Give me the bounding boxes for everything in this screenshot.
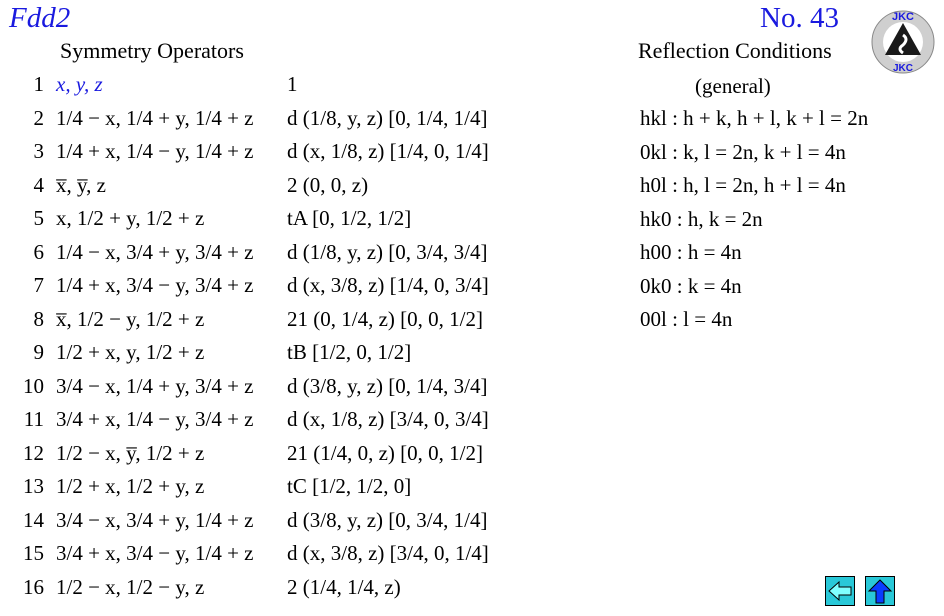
operator-position: x, 1/2 + y, 1/2 + z xyxy=(56,206,205,230)
operator-position: 1/2 − x, 1/2 − y, z xyxy=(56,574,205,599)
operator-number: 12 xyxy=(23,440,44,465)
reflection-condition: 0k0 : k = 4n xyxy=(640,273,742,298)
operator-number: 5 xyxy=(33,206,44,230)
operator-symmetry: d (x, 1/8, z) [1/4, 0, 1/4] xyxy=(287,139,489,163)
operator-symmetry: d (1/8, y, z) [0, 1/4, 1/4] xyxy=(287,105,488,130)
operator-symmetry: 2 (0, 0, z) xyxy=(287,172,369,197)
operator-symmetry: 21 (0, 1/4, z) [0, 0, 1/2] xyxy=(287,306,483,331)
reflection-condition: hkl : h + k, h + l, k + l = 2n xyxy=(640,106,869,130)
reflection-condition: h0l : h, l = 2n, h + l = 4n xyxy=(640,173,846,197)
operator-number: 11 xyxy=(23,407,44,431)
reflection-condition: 00l : l = 4n xyxy=(640,307,733,331)
operator-position: 1/4 − x, 3/4 + y, 3/4 + z xyxy=(56,239,254,264)
reflection-condition: hk0 : h, k = 2n xyxy=(640,206,763,231)
back-button[interactable] xyxy=(825,576,855,606)
operator-symmetry: d (3/8, y, z) [0, 3/4, 1/4] xyxy=(287,507,488,532)
operator-number: 16 xyxy=(23,574,44,599)
space-group-number: No. 43 xyxy=(760,2,839,34)
operator-symmetry: 21 (1/4, 0, z) [0, 0, 1/2] xyxy=(287,440,483,465)
operator-position: 1/2 + x, 1/2 + y, z xyxy=(56,474,205,498)
general-label: (general) xyxy=(695,74,771,98)
operator-number: 8 xyxy=(33,306,44,331)
svg-text:JKC: JKC xyxy=(892,63,914,74)
operator-position: 3/4 + x, 1/4 − y, 3/4 + z xyxy=(56,407,254,431)
operator-symmetry: d (x, 1/8, z) [3/4, 0, 3/4] xyxy=(287,407,489,431)
operator-position: 1/4 + x, 3/4 − y, 3/4 + z xyxy=(56,273,254,297)
operator-number: 9 xyxy=(33,340,44,364)
operator-position: x, y, z xyxy=(56,72,103,96)
operator-symmetry: d (1/8, y, z) [0, 3/4, 3/4] xyxy=(287,239,488,264)
operator-position: 1/2 − x, y̅, 1/2 + z xyxy=(56,440,205,465)
operator-number: 15 xyxy=(23,541,44,565)
operator-number: 3 xyxy=(33,139,44,163)
reflection-condition: h00 : h = 4n xyxy=(640,240,742,264)
reflection-heading: Reflection Conditions xyxy=(638,38,832,63)
operator-symmetry: 1 xyxy=(287,72,298,96)
operator-number: 1 xyxy=(33,72,44,96)
operator-number: 7 xyxy=(33,273,44,297)
reflection-condition: 0kl : k, l = 2n, k + l = 4n xyxy=(640,139,846,164)
operator-symmetry: d (x, 3/8, z) [3/4, 0, 1/4] xyxy=(287,541,489,565)
operator-number: 2 xyxy=(33,105,44,130)
operator-position: 1/4 − x, 1/4 + y, 1/4 + z xyxy=(56,105,254,130)
operator-number: 4 xyxy=(33,172,44,197)
operator-symmetry: 2 (1/4, 1/4, z) xyxy=(287,574,401,599)
operator-number: 14 xyxy=(23,507,44,532)
operator-number: 13 xyxy=(23,474,44,498)
operator-number: 10 xyxy=(23,373,44,398)
space-group-title: Fdd2 xyxy=(9,2,71,34)
operator-position: 3/4 − x, 1/4 + y, 3/4 + z xyxy=(56,373,254,398)
jkc-logo-icon xyxy=(870,9,936,75)
operator-symmetry: d (x, 3/8, z) [1/4, 0, 3/4] xyxy=(287,273,489,297)
left-arrow-icon xyxy=(826,577,854,605)
up-arrow-icon xyxy=(866,577,894,605)
operator-position: 3/4 + x, 3/4 − y, 1/4 + z xyxy=(56,541,254,565)
up-button[interactable] xyxy=(865,576,895,606)
operator-symmetry: tB [1/2, 0, 1/2] xyxy=(287,340,412,364)
operator-position: x̅, 1/2 − y, 1/2 + z xyxy=(56,306,205,331)
operator-number: 6 xyxy=(33,239,44,264)
operator-position: 1/4 + x, 1/4 − y, 1/4 + z xyxy=(56,139,254,163)
operator-symmetry: d (3/8, y, z) [0, 1/4, 3/4] xyxy=(287,373,488,398)
svg-text:JKC: JKC xyxy=(891,11,915,23)
operator-position: x̅, y̅, z xyxy=(56,172,106,197)
symmetry-heading: Symmetry Operators xyxy=(60,38,244,63)
operator-position: 3/4 − x, 3/4 + y, 1/4 + z xyxy=(56,507,254,532)
operator-symmetry: tC [1/2, 1/2, 0] xyxy=(287,474,412,498)
operator-symmetry: tA [0, 1/2, 1/2] xyxy=(287,206,412,230)
operator-position: 1/2 + x, y, 1/2 + z xyxy=(56,340,205,364)
